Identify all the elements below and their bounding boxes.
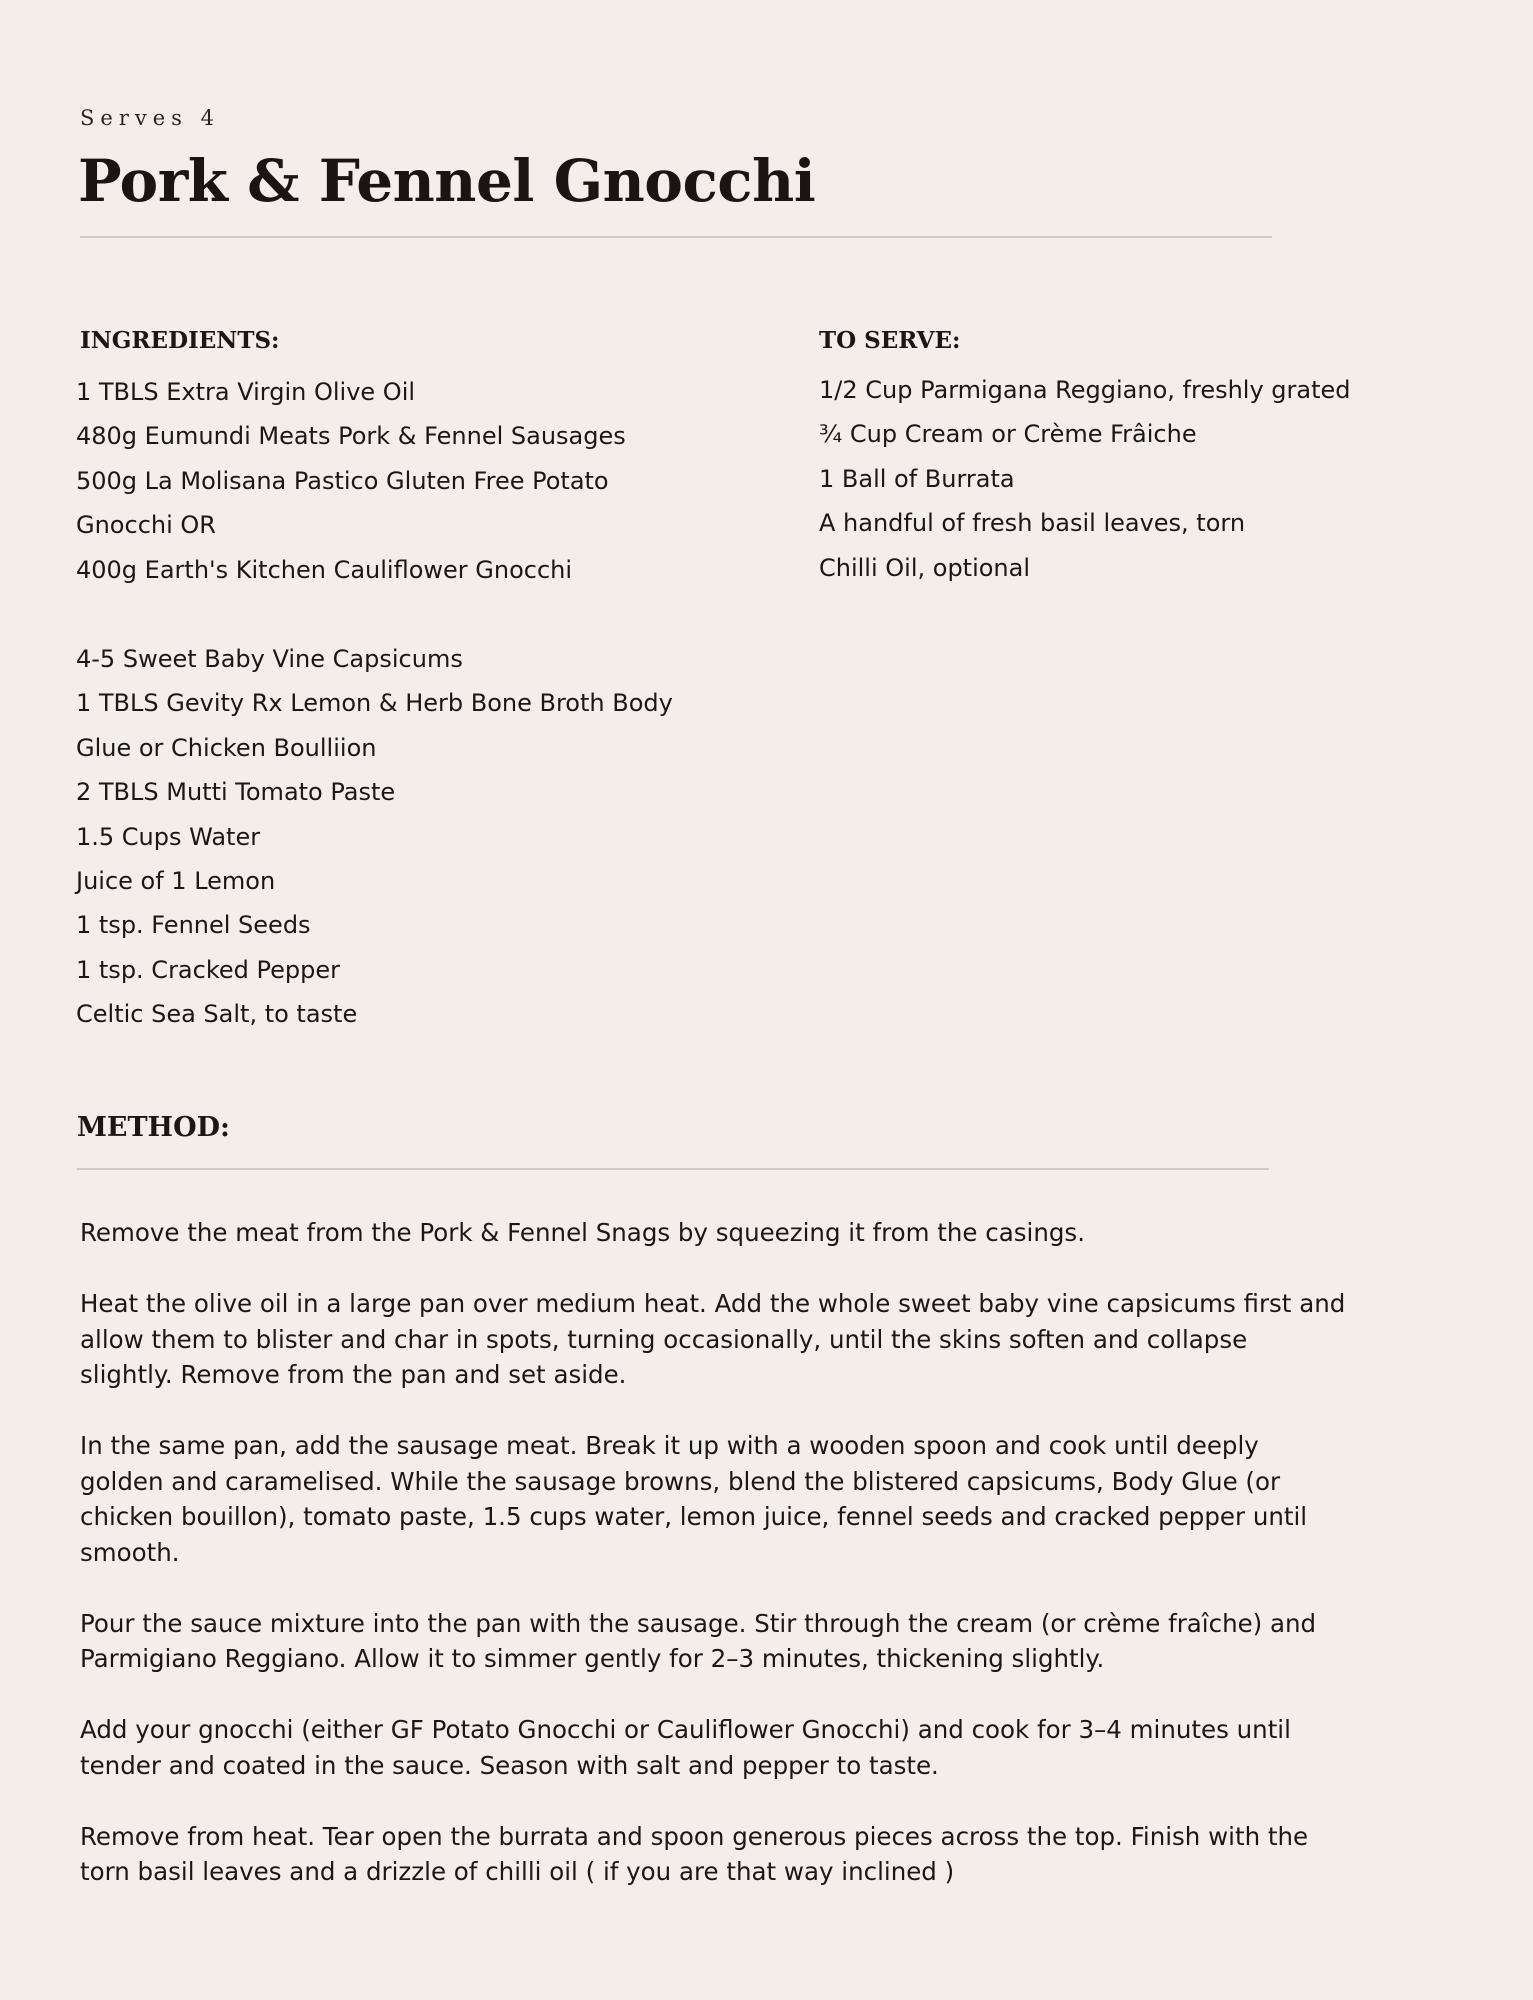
- ingredient-item: 4-5 Sweet Baby Vine Capsicums: [76, 645, 463, 673]
- ingredient-item: Glue or Chicken Boulliion: [76, 733, 377, 762]
- title-divider: [80, 236, 1272, 238]
- method-step: Remove the meat from the Pork & Fennel Snags by squeezing it from the casings.: [80, 1218, 1085, 1247]
- serve-item: 1 Ball of Burrata: [819, 464, 1015, 493]
- serve-item: A handful of fresh basil leaves, torn: [819, 509, 1246, 538]
- ingredient-item: 1 TBLS Gevity Rx Lemon & Herb Bone Broth Body: [76, 689, 673, 718]
- ingredient-item: Celtic Sea Salt, to taste: [76, 1000, 358, 1029]
- method-step: Heat the olive oil in a large pan over medium heat. Add the whole sweet baby vine capsicums first and allow them to blister and char in spots, turning occasionally, until the skins soften and collapse slightly. Remove from the pan and set aside.: [80, 1289, 1346, 1389]
- serves-label: Serves 4: [80, 106, 220, 130]
- ingredient-item: Gnocchi OR: [76, 511, 216, 540]
- ingredient-item: 1 tsp. Fennel Seeds: [76, 911, 311, 940]
- serve-item: 1/2 Cup Parmigana Reggiano, freshly grated: [819, 376, 1351, 404]
- recipe-title: Pork & Fennel Gnocchi: [78, 147, 816, 215]
- method-step: Add your gnocchi (either GF Potato Gnocchi or Cauliflower Gnocchi) and cook for 3–4 minutes until tender and coated in the sauce. Season with salt and pepper to taste.: [80, 1715, 1291, 1780]
- ingredients-heading: INGREDIENTS:: [80, 327, 280, 354]
- ingredient-item: 2 TBLS Mutti Tomato Paste: [76, 778, 396, 807]
- method-step: In the same pan, add the sausage meat. Break it up with a wooden spoon and cook until deeply golden and caramelised. While the sausage browns, blend the blistered capsicums, Body Glue (or chicken bouillon), tomato paste, 1.5 cups water, lemon juice, fennel seeds and cracked pepper until smooth.: [80, 1431, 1308, 1567]
- method-step: Pour the sauce mixture into the pan with the sausage. Stir through the cream (or crème fraîche) and Parmigiano Reggiano. Allow it to simmer gently for 2–3 minutes, thickening slightly.: [80, 1608, 1317, 1673]
- to-serve-list: [819, 368, 1351, 590]
- serve-item: ¾ Cup Cream or Crème Frâiche: [819, 420, 1197, 449]
- ingredient-item: 1 TBLS Extra Virgin Olive Oil: [76, 378, 416, 406]
- ingredient-item: 400g Earth's Kitchen Cauliflower Gnocchi: [76, 555, 573, 584]
- ingredient-item: 500g La Molisana Pastico Gluten Free Potato: [76, 466, 609, 495]
- method-heading: METHOD:: [77, 1112, 230, 1143]
- ingredients-list-main: [76, 370, 626, 592]
- ingredient-item: 1 tsp. Cracked Pepper: [76, 955, 340, 984]
- method-step: Remove from heat. Tear open the burrata and spoon generous pieces across the top. Finish with the torn basil leaves and a drizzle of chilli oil ( if you are that way inclined ): [80, 1821, 1309, 1886]
- method-divider: [77, 1168, 1269, 1170]
- to-serve-heading: TO SERVE:: [819, 327, 961, 354]
- ingredients-list-sauce: [76, 637, 673, 1037]
- ingredient-item: 1.5 Cups Water: [76, 822, 261, 851]
- serve-item: Chilli Oil, optional: [819, 553, 1031, 582]
- ingredient-item: Juice of 1 Lemon: [76, 867, 276, 896]
- method-steps: [80, 1215, 1380, 1925]
- ingredient-item: 480g Eumundi Meats Pork & Fennel Sausages: [76, 422, 626, 451]
